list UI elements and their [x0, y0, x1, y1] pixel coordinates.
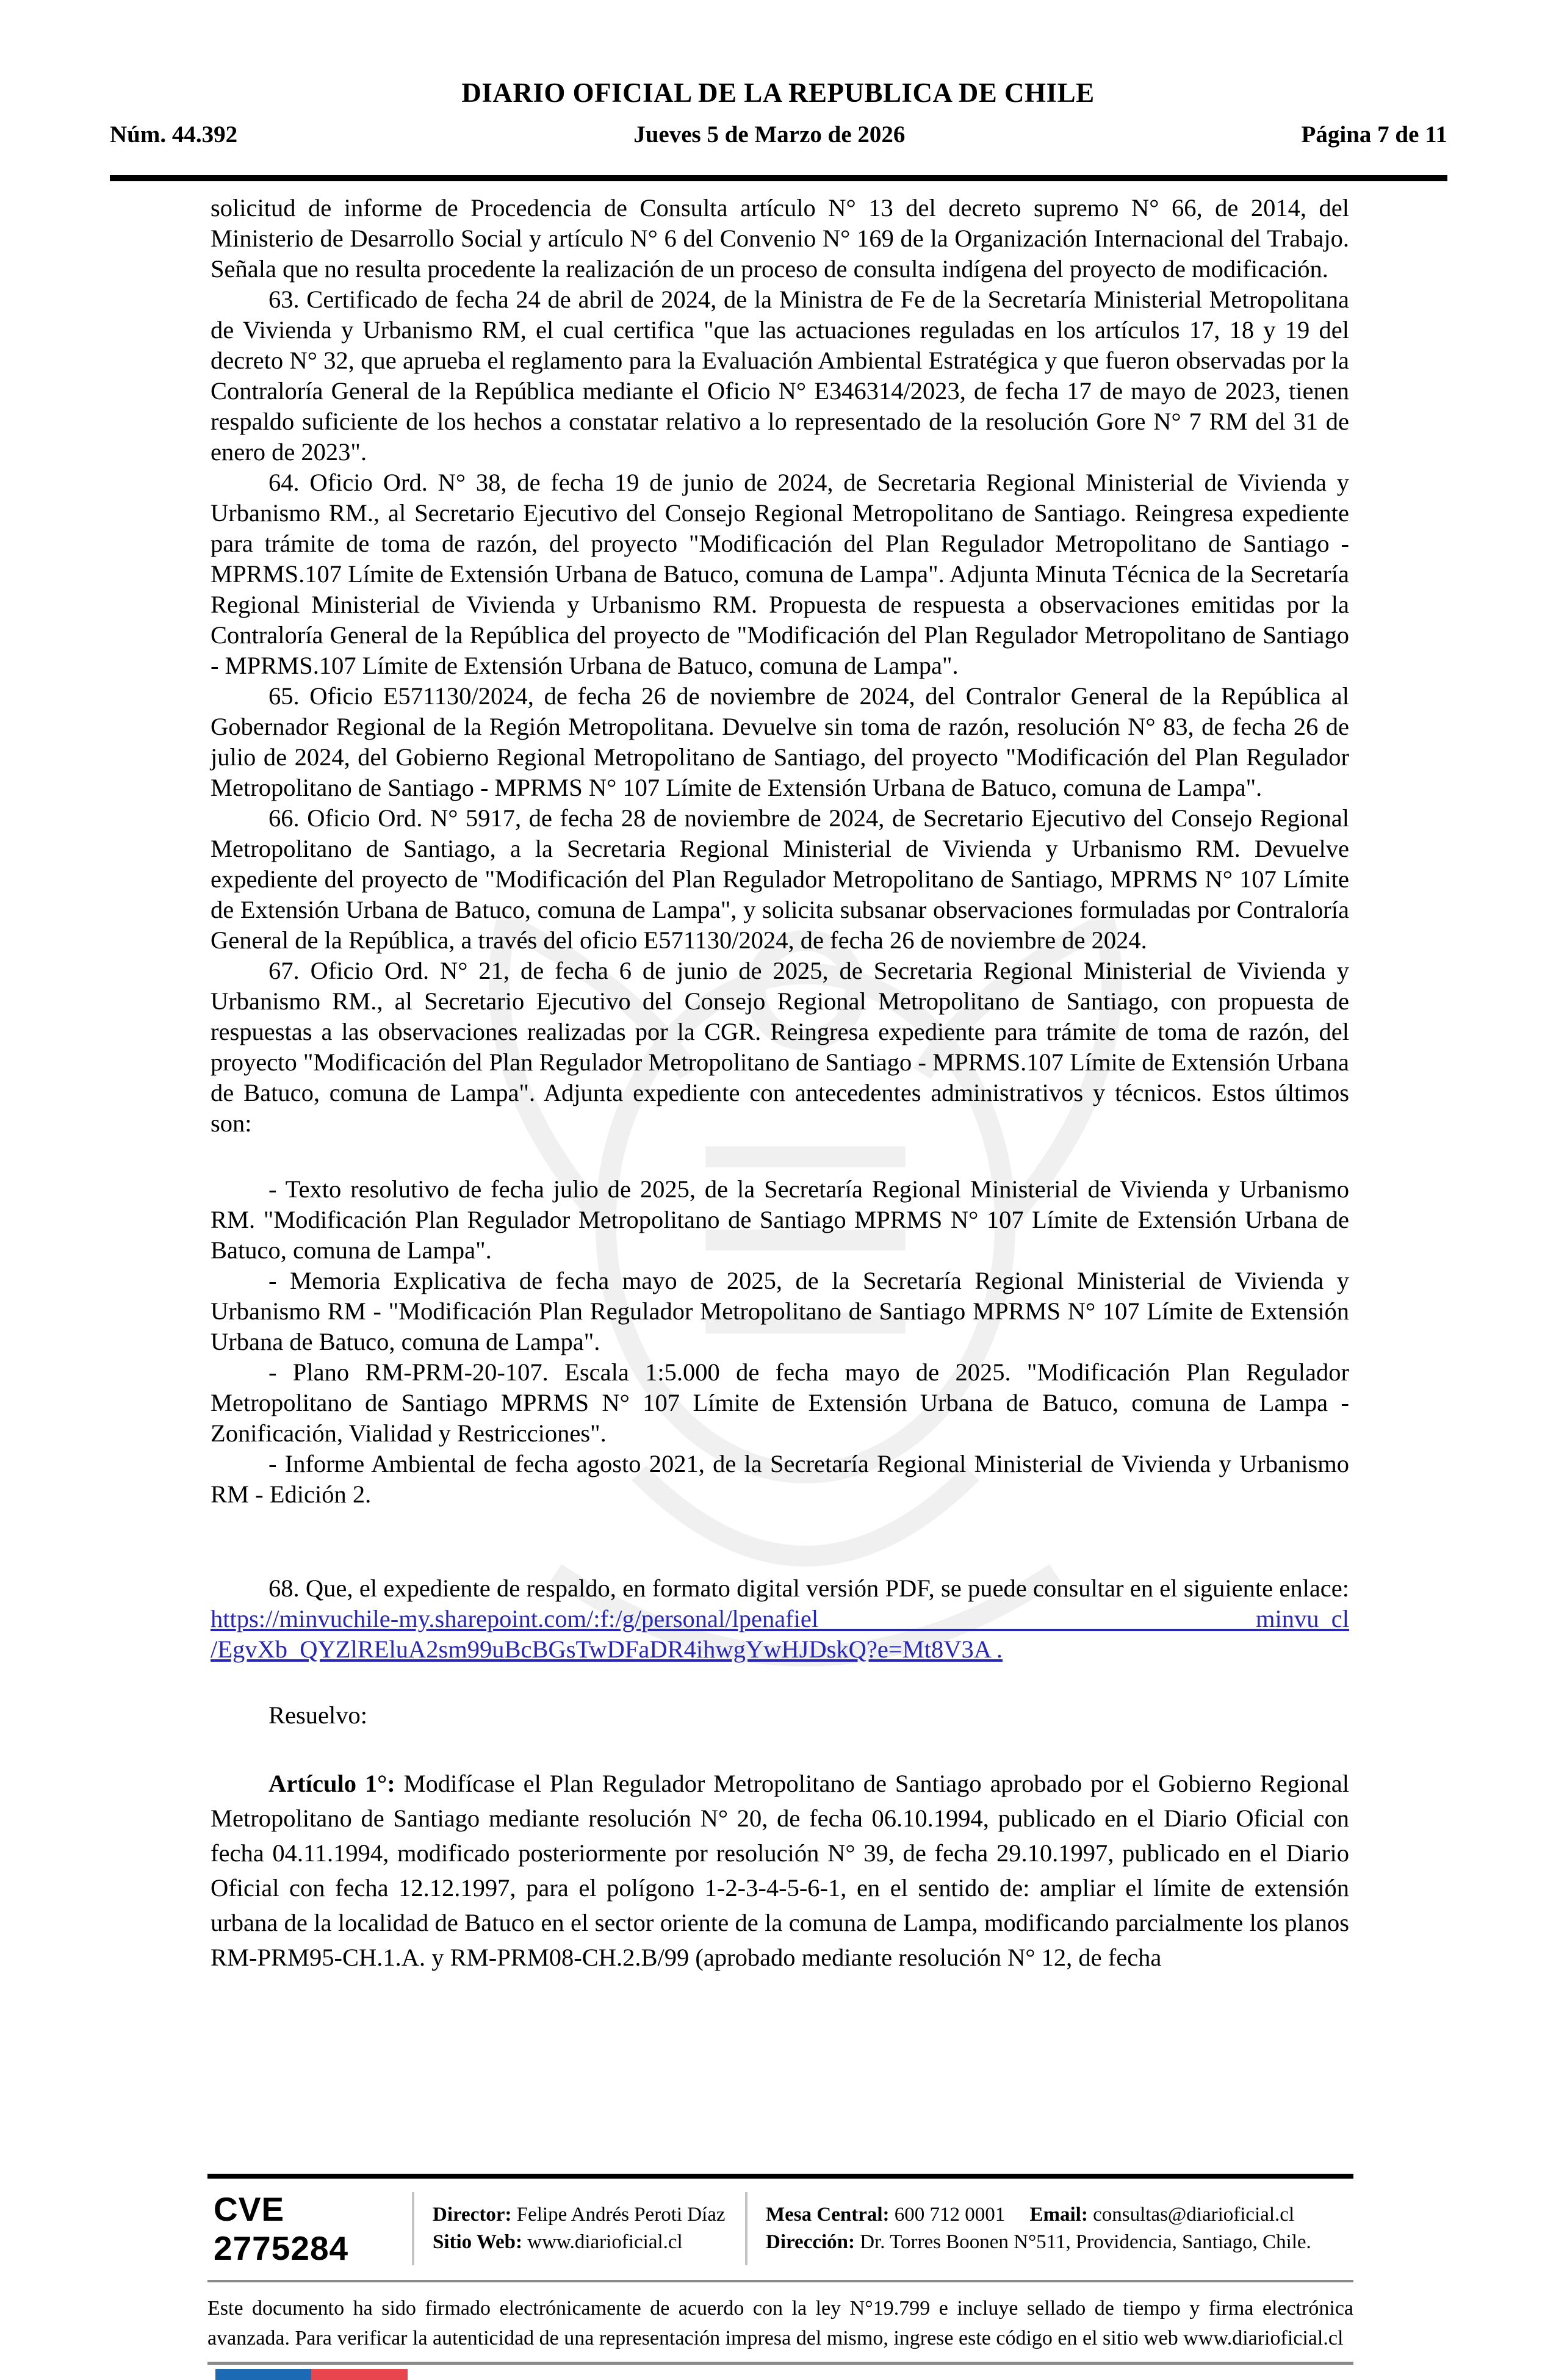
body-paragraph [211, 1700, 1349, 1731]
footer-mid-divider [207, 2280, 1353, 2282]
flag-blue-block [215, 2369, 311, 2380]
paragraph-text: solicitud de informe de Procedencia de Consulta artículo N° 13 del decreto supremo N° 66, de 2014, del Ministerio de Desarrollo Social y artículo N° 6 del Convenio N° 169 de la Organización Internacional del Trabajo. Señala que no resulta procedente la realización de un proceso de consulta indígena del proyecto de modificación. [211, 194, 1349, 283]
issue-date: Jueves 5 de Marzo de 2026 [633, 121, 906, 148]
paragraph-text: - Texto resolutivo de fecha julio de 2025, de la Secretaría Regional Ministerial de Vivienda y Urbanismo RM. "Modificación Plan Regulador Metropolitano de Santiago MPRMS N° 107 Límite de Extensión Urbana de Batuco, comuna de Lampa". [211, 1175, 1349, 1264]
header-divider [110, 175, 1447, 181]
body-paragraph [211, 1573, 1349, 1665]
director-label: Director: [433, 2204, 512, 2226]
email-label: Email: [1029, 2204, 1088, 2226]
paragraph-text: 63. Certificado de fecha 24 de abril de 2024, de la Ministra de Fe de la Secretaría Ministerial Metropolitana de Vivienda y Urbanismo RM, el cual certifica "que las actuaciones reguladas en los artículos 17, 18 y 19 del decreto N° 32, que aprueba el reglamento para la Evaluación Ambiental Estratégica y que fueron observadas por la Contraloría General de la República mediante el Oficio N° E346314/2023, de fecha 17 de mayo de 2023, tienen respaldo suficiente de los hechos a constatar relativo a lo representado de la resolución Gore N° 7 RM del 31 de enero de 2023". [211, 286, 1349, 466]
body-paragraph [211, 193, 1349, 284]
paragraph-text: 68. Que, el expediente de respaldo, en formato digital versión PDF, se puede consultar en el siguiente enlace: [268, 1574, 1349, 1602]
website-label: Sitio Web: [433, 2231, 523, 2253]
paragraph-text: 67. Oficio Ord. N° 21, de fecha 6 de junio de 2025, de Secretaria Regional Ministerial de Vivienda y Urbanismo RM., al Secretario Ejecutivo del Consejo Regional Metropolitano de Santiago, con propuesta de respuestas a las observaciones realizadas por la CGR. Reingresa expediente para trámite de toma de razón, del proyecto "Modificación del Plan Regulador Metropolitano de Santiago - MPRMS.107 Límite de Extensión Urbana de Batuco, comuna de Lampa". Adjunta expediente con antecedentes administrativos y técnicos. Estos últimos son: [211, 957, 1349, 1137]
paragraph-text: Modifícase el Plan Regulador Metropolitano de Santiago aprobado por el Gobierno Regional Metropolitano de Santiago mediante resolución N° 20, de fecha 06.10.1994, publicado en el Diario Oficial con fecha 04.11.1994, modificado posteriormente por resolución N° 39, de fecha 29.10.1997, publicado en el Diario Oficial con fecha 12.12.1997, para el polígono 1-2-3-4-5-6-1, en el sentido de: ampliar el límite de extensión urbana de la localidad de Batuco en el sector oriente de la comuna de Lampa, modificando parcialmente los planos RM-PRM95-CH.1.A. y RM-PRM08-CH.2.B/99 (aprobado mediante resolución N° 12, de fecha [211, 1770, 1349, 1971]
paragraph-text: 64. Oficio Ord. N° 38, de fecha 19 de junio de 2024, de Secretaria Regional Ministerial de Vivienda y Urbanismo RM., al Secretario Ejecutivo del Consejo Regional Metropolitano de Santiago. Reingresa expediente para trámite de toma de razón, del proyecto "Modificación del Plan Regulador Metropolitano de Santiago - MPRMS.107 Límite de Extensión Urbana de Batuco, comuna de Lampa". Adjunta Minuta Técnica de la Secretaría Regional Ministerial de Vivienda y Urbanismo RM. Propuesta de respuesta a observaciones emitidas por la Contraloría General de la República del proyecto de "Modificación del Plan Regulador Metropolitano de Santiago - MPRMS.107 Límite de Extensión Urbana de Batuco, comuna de Lampa". [211, 469, 1349, 679]
sharepoint-link[interactable]: https://minvuchile-my.sharepoint.com/:f:/g/personal/lpenafiel_ __minvu_cl /EgvXb_QYZlREluA2sm99uBcBGsTwDFaDR4ihwgYwHJDskQ?e=Mt8V3A . [211, 1605, 1349, 1663]
paragraph-text: Resuelvo: [268, 1701, 367, 1729]
footer-bottom-divider [207, 2362, 1353, 2365]
journal-title: DIARIO OFICIAL DE LA REPUBLICA DE CHILE [461, 78, 1095, 108]
paragraph-text: 65. Oficio E571130/2024, de fecha 26 de noviembre de 2024, del Contralor General de la República al Gobernador Regional de la Región Metropolitana. Devuelve sin toma de razón, resolución N° 83, de fecha 26 de julio de 2024, del Gobierno Regional Metropolitano de Santiago, del proyecto "Modificación del Plan Regulador Metropolitano de Santiago - MPRMS N° 107 Límite de Extensión Urbana de Batuco, comuna de Lampa". [211, 682, 1349, 801]
paragraph-text: 66. Oficio Ord. N° 5917, de fecha 28 de noviembre de 2024, de Secretario Ejecutivo del Consejo Regional Metropolitano de Santiago, a la Secretaria Regional Ministerial de Vivienda y Urbanismo RM. Devuelve expediente del proyecto de "Modificación del Plan Regulador Metropolitano de Santiago, MPRMS N° 107 Límite de Extensión Urbana de Batuco, comuna de Lampa", y solicita subsanar observaciones formuladas por Contraloría General de la República, a través del oficio E571130/2024, de fecha 26 de noviembre de 2024. [211, 804, 1349, 954]
phone-number: 600 712 0001 [894, 2204, 1006, 2226]
body-paragraph [211, 1266, 1349, 1357]
chile-government-flag-logo [215, 2369, 1353, 2380]
footer-info-row [207, 2179, 1353, 2280]
address-value: Dr. Torres Boonen N°511, Providencia, Santiago, Chile. [860, 2231, 1311, 2253]
legal-notice: Este documento ha sido firmado electrónicamente de acuerdo con la ley N°19.799 e incluye sellado de tiempo y firma electrónica avanzada. Para verificar la autenticidad de una representación impresa del mismo, ingrese este código en el sitio web www.diarioficial.cl [207, 2297, 1353, 2349]
cve-code: CVE 2775284 [214, 2190, 349, 2267]
footer-contact-column [766, 2201, 1311, 2256]
body-paragraph [211, 467, 1349, 681]
body-paragraph [211, 956, 1349, 1139]
footer-vertical-divider [745, 2192, 747, 2265]
paragraph-text: - Plano RM-PRM-20-107. Escala 1:5.000 de fecha mayo de 2025. "Modificación Plan Regulador Metropolitano de Santiago MPRMS N° 107 Límite de Extensión Urbana de Batuco, comuna de Lampa - Zonificación, Vialidad y Restricciones". [211, 1358, 1349, 1447]
body-paragraph [211, 1449, 1349, 1510]
page-footer [207, 2174, 1353, 2380]
website-url[interactable]: www.diarioficial.cl [527, 2231, 683, 2253]
body-paragraph [211, 803, 1349, 956]
body-paragraph [211, 284, 1349, 467]
header-meta-row [110, 121, 1447, 148]
paragraph-text: - Informe Ambiental de fecha agosto 2021, de la Secretaría Regional Ministerial de Vivienda y Urbanismo RM - Edición 2. [211, 1450, 1349, 1508]
footer-director-column [433, 2201, 745, 2256]
body-paragraph [211, 1357, 1349, 1449]
footer-vertical-divider [412, 2192, 414, 2265]
paragraph-text: - Memoria Explicativa de fecha mayo de 2025, de la Secretaría Regional Ministerial de Vivienda y Urbanismo RM - "Modificación Plan Regulador Metropolitano de Santiago MPRMS N° 107 Límite de Extensión Urbana de Batuco, comuna de Lampa". [211, 1267, 1349, 1355]
email-address[interactable]: consultas@diarioficial.cl [1093, 2204, 1295, 2226]
paragraph-bold-lead: Artículo 1°: [268, 1770, 395, 1797]
footer-top-divider [207, 2174, 1353, 2179]
body-paragraph [211, 1174, 1349, 1266]
flag-red-block [311, 2369, 408, 2380]
director-name: Felipe Andrés Peroti Díaz [516, 2204, 726, 2226]
address-label: Dirección: [766, 2231, 855, 2253]
page-indicator: Página 7 de 11 [1301, 121, 1447, 148]
phone-label: Mesa Central: [766, 2204, 890, 2226]
body-paragraph [211, 1766, 1349, 1975]
issue-number: Núm. 44.392 [110, 121, 238, 148]
document-body [211, 193, 1349, 1975]
body-paragraph [211, 681, 1349, 803]
